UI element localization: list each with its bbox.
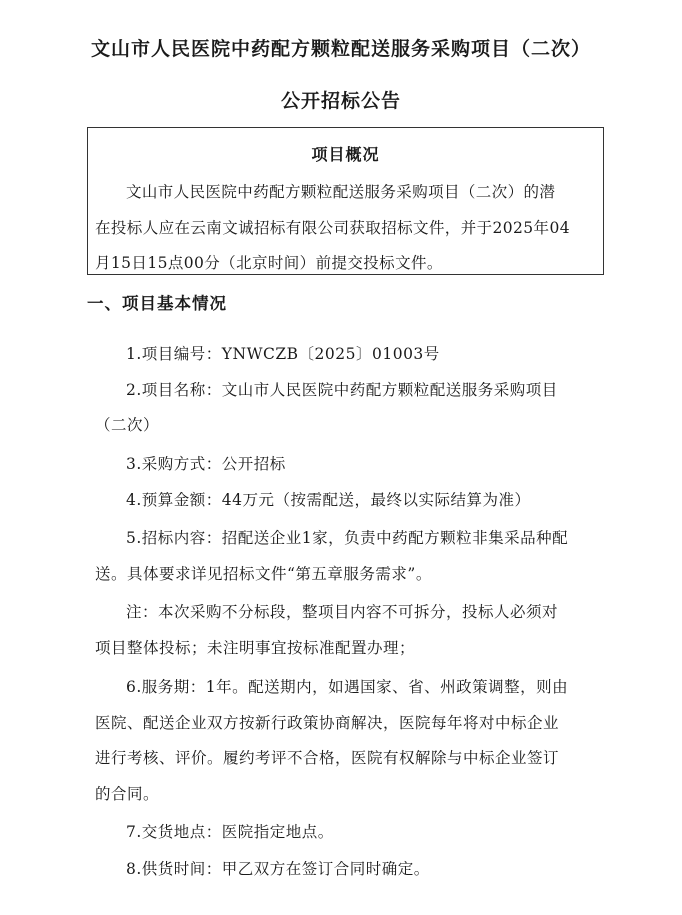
item-project-name: 2.项目名称：文山市人民医院中药配方颗粒配送服务采购项目 <box>126 381 558 399</box>
note-line-2: 项目整体投标；未注明事宜按标准配置办理； <box>95 639 416 657</box>
item-supply-time: 8.供货时间：甲乙双方在签订合同时确定。 <box>126 860 430 878</box>
item-service-period: 6.服务期：1年。配送期内，如遇国家、省、州政策调整，则由 <box>126 678 569 696</box>
document-title-line2: 公开招标公告 <box>280 90 401 112</box>
item-service-period-cont2: 进行考核、评价。履约考评不合格，医院有权解除与中标企业签订 <box>95 749 560 767</box>
item-tender-content: 5.招标内容：招配送企业1家，负责中药配方颗粒非集采品种配 <box>126 529 569 547</box>
summary-heading: 项目概况 <box>311 145 380 164</box>
item-project-number: 1.项目编号：YNWCZB〔2025〕01003号 <box>126 345 440 363</box>
item-budget: 4.预算金额：44万元（按需配送，最终以实际结算为准） <box>126 491 531 509</box>
item-service-period-cont3: 的合同。 <box>95 785 160 803</box>
summary-line-2: 在投标人应在云南文诚招标有限公司获取招标文件，并于2025年04 <box>95 219 570 237</box>
note-line-1: 注：本次采购不分标段，整项目内容不可拆分，投标人必须对 <box>126 603 559 621</box>
summary-line-3: 月15日15点00分（北京时间）前提交投标文件。 <box>95 254 443 272</box>
item-project-name-cont: （二次） <box>95 416 160 434</box>
item-service-period-cont1: 医院、配送企业双方按新行政策协商解决，医院每年将对中标企业 <box>95 714 560 732</box>
item-tender-content-cont: 送。具体要求详见招标文件“第五章服务需求”。 <box>95 565 432 583</box>
section-heading-basic-info: 一、项目基本情况 <box>87 294 227 313</box>
item-procurement-method: 3.采购方式：公开招标 <box>126 455 286 473</box>
item-delivery-location: 7.交货地点：医院指定地点。 <box>126 823 334 841</box>
summary-line-1: 文山市人民医院中药配方颗粒配送服务采购项目（二次）的潜 <box>126 183 556 201</box>
document-title-line1: 文山市人民医院中药配方颗粒配送服务采购项目（二次） <box>90 38 591 60</box>
